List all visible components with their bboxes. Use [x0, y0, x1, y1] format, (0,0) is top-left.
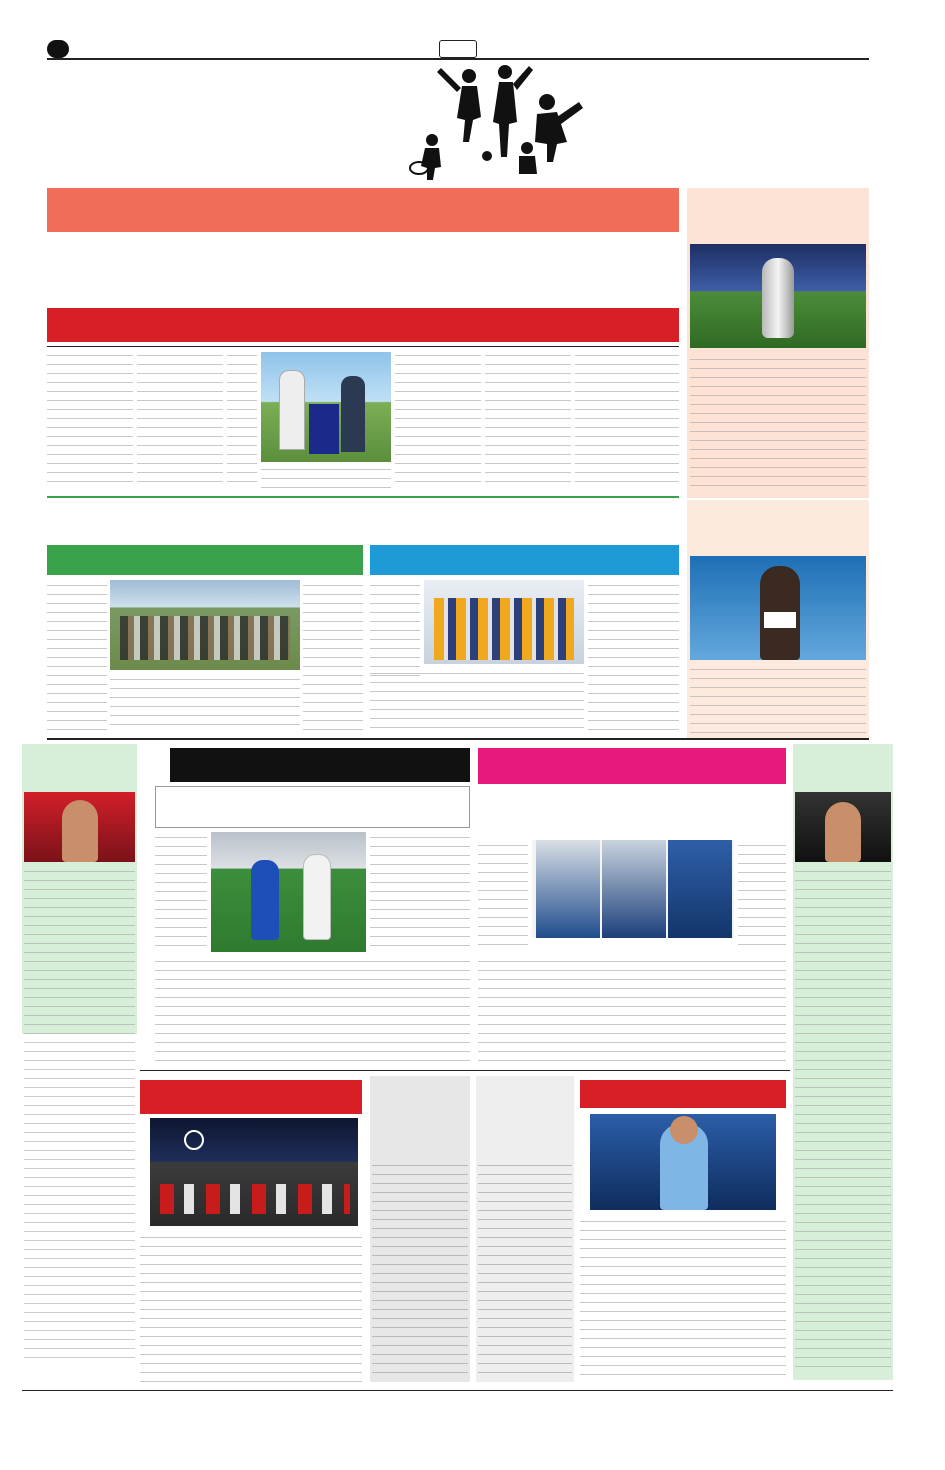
singapore-photo — [150, 1118, 358, 1226]
lead-photo — [261, 352, 391, 462]
euro-headline — [690, 190, 866, 242]
dg-body-bottom — [110, 674, 300, 730]
top-bar — [47, 40, 869, 60]
euro-photo — [690, 244, 866, 348]
sumit-photo — [424, 580, 584, 664]
player-head — [670, 1116, 698, 1144]
cmyk-label-bottom — [6, 1400, 20, 1460]
rule — [47, 346, 679, 347]
lead-column-3 — [227, 350, 257, 488]
player-qatar — [303, 854, 331, 940]
lead-column-6 — [575, 350, 679, 488]
ireland-headline — [372, 1080, 468, 1156]
sumit-body-right — [588, 580, 679, 730]
lead-column-2 — [137, 350, 223, 488]
poland-photo — [532, 840, 734, 938]
masthead-sports — [107, 92, 407, 172]
football-kicker — [170, 748, 470, 782]
euro-body — [690, 354, 866, 492]
sumit-headline — [370, 545, 679, 575]
lead-headline — [47, 238, 679, 306]
football-body-top — [370, 832, 470, 952]
dg-photo — [110, 580, 300, 670]
sg-badge — [184, 1130, 204, 1150]
rule — [140, 1070, 790, 1071]
football-body-bottom — [155, 956, 470, 1066]
poland-headline — [478, 790, 786, 834]
player — [62, 800, 98, 862]
trophy-stand — [309, 404, 339, 454]
ireland-body — [372, 1160, 468, 1378]
wrestler-3 — [668, 840, 732, 938]
masthead — [47, 62, 869, 180]
football-headline — [155, 786, 470, 828]
page-number — [47, 40, 69, 58]
doping-body — [690, 664, 866, 734]
person-2 — [341, 376, 365, 452]
trophy — [762, 258, 794, 338]
athlete-bib — [764, 612, 796, 628]
lead-kicker — [47, 188, 679, 232]
right-col-headline — [795, 746, 891, 790]
dg-body-right — [303, 580, 363, 730]
person-1 — [279, 370, 305, 450]
cmyk-label-top — [6, 40, 20, 100]
player-india — [251, 860, 279, 940]
rule — [47, 738, 869, 740]
team — [434, 598, 574, 660]
masthead-aftab — [592, 80, 852, 170]
ruben-headline-1 — [580, 1080, 786, 1108]
dg-body-left — [47, 580, 107, 730]
doping-photo — [690, 556, 866, 660]
wrestler-2 — [602, 840, 666, 938]
lead-subhead — [47, 308, 679, 342]
photo-caption — [261, 464, 391, 488]
sports-figures-logo — [407, 62, 597, 180]
ruben-body — [580, 1216, 786, 1382]
cars — [160, 1184, 350, 1214]
sa-body — [478, 1160, 572, 1378]
singapore-body — [140, 1232, 362, 1382]
sumit-body-bottom — [370, 668, 584, 730]
poland-body-right — [738, 840, 786, 952]
wrestling-kicker — [370, 504, 679, 540]
football-body-left — [155, 832, 207, 952]
masthead-small — [439, 40, 477, 58]
sa-headline — [478, 1080, 572, 1156]
lead-column-5 — [485, 350, 571, 488]
poland-body-left — [478, 840, 528, 952]
dg-sports-headline — [47, 545, 363, 575]
left-col-headline — [24, 746, 135, 790]
doping-headline — [690, 502, 866, 552]
lead-column-4 — [395, 350, 481, 488]
crowd — [120, 616, 290, 660]
football-photo — [211, 832, 366, 952]
wrestler-1 — [536, 840, 600, 938]
poland-kicker — [478, 748, 786, 784]
right-col-body — [795, 866, 891, 1374]
person — [825, 802, 861, 862]
anantnag-headline — [47, 504, 363, 540]
rule — [47, 496, 679, 498]
rule — [22, 1390, 893, 1391]
ruben-photo — [590, 1114, 776, 1210]
singapore-headline — [140, 1080, 362, 1114]
left-col-body — [24, 866, 135, 1366]
ramiz-photo — [795, 792, 891, 862]
lead-column-1 — [47, 350, 133, 488]
duplessis-photo — [24, 792, 135, 862]
poland-body-bottom — [478, 956, 786, 1066]
